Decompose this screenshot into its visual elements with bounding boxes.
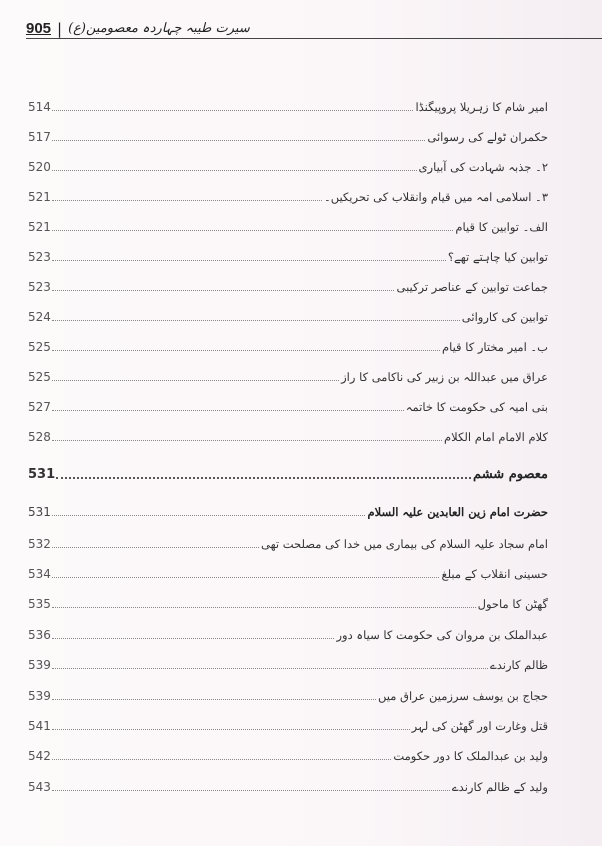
toc-page-number: 543: [28, 780, 51, 794]
book-title: سیرت طیبہ چہاردہ معصومین(ع): [68, 21, 250, 36]
dot-leader: [52, 513, 366, 516]
dot-leader: [52, 545, 259, 548]
dot-leader: [52, 228, 453, 231]
toc-page-number: 517: [28, 130, 51, 144]
toc-entry-title: حضرت امام زین العابدین علیہ السلام: [367, 505, 548, 519]
toc-entry[interactable]: [28, 276, 548, 294]
toc-entry[interactable]: [28, 156, 548, 174]
toc-entry-title: عبدالملک بن مروان کی حکومت کا سیاہ دور: [336, 628, 548, 642]
toc-page-number: 535: [28, 597, 51, 611]
toc-entry[interactable]: [28, 336, 548, 354]
toc-entry[interactable]: [28, 216, 548, 234]
toc-entry[interactable]: [28, 246, 548, 264]
toc-entry[interactable]: [28, 745, 548, 763]
toc-section-heading[interactable]: [28, 464, 548, 482]
toc-entry-title: ولید بن عبدالملک کا دور حکومت: [393, 749, 548, 763]
toc-entry-title: جماعت توابین کے عناصر ترکیبی: [396, 280, 548, 294]
dot-leader: [52, 138, 425, 141]
dot-leader: [52, 168, 417, 171]
toc-entry[interactable]: [28, 426, 548, 444]
toc-page-number: 539: [28, 689, 51, 703]
toc-entry-title: حسینی انقلاب کے مبلغ: [441, 567, 548, 581]
toc-entry[interactable]: [28, 186, 548, 204]
toc-entry-title: گھٹن کا ماحول: [477, 597, 548, 611]
toc-entry[interactable]: [28, 593, 548, 611]
dot-leader: [52, 348, 440, 351]
toc-entry[interactable]: [28, 366, 548, 384]
dot-leader: [52, 697, 376, 700]
toc-page-number: 542: [28, 749, 51, 763]
toc-entry-title: امام سجاد علیہ السلام کی بیماری میں خدا کی مصلحت تھی: [260, 537, 548, 551]
header-separator: |: [57, 20, 63, 38]
toc-entry-title: ۲۔ جذبہ شہادت کی آبیاری: [418, 160, 548, 174]
toc-entry[interactable]: [28, 563, 548, 581]
toc-page-number: 525: [28, 370, 51, 384]
toc-entry-title: توابین کیا چاہتے تھے؟: [447, 250, 548, 264]
toc-page-number: 527: [28, 400, 51, 414]
toc-page-number: 541: [28, 719, 51, 733]
dot-leader: [52, 727, 410, 730]
toc-entry[interactable]: [28, 654, 548, 672]
toc-entry[interactable]: [28, 715, 548, 733]
dot-leader: [52, 198, 322, 201]
dot-leader: [52, 666, 488, 669]
toc-page-number: 531: [28, 467, 56, 482]
toc-entry-title: عراق میں عبداللہ بن زبیر کی ناکامی کا راز: [341, 370, 548, 384]
toc-entry[interactable]: [28, 776, 548, 794]
toc-entry-title: بنی امیہ کی حکومت کا خاتمہ: [405, 400, 548, 414]
toc-page-number: 523: [28, 280, 51, 294]
toc-page-number: 514: [28, 100, 51, 114]
toc-entry[interactable]: [28, 624, 548, 642]
toc-page-number: 539: [28, 658, 51, 672]
toc-page-number: 528: [28, 430, 51, 444]
dot-leader: [52, 318, 460, 321]
toc-entry-title: معصوم ششم: [473, 467, 548, 482]
toc-page-number: 521: [28, 190, 51, 204]
dot-leader: [52, 258, 446, 261]
toc-page-number: 534: [28, 567, 51, 581]
page-number: 905: [26, 20, 52, 37]
toc-entry-title: حکمران ٹولے کی رسوائی: [427, 130, 548, 144]
dot-leader: [52, 438, 442, 441]
toc-page-number: 524: [28, 310, 51, 324]
toc-page-number: 532: [28, 537, 51, 551]
toc-entry-title: ۳۔ اسلامی امہ میں قیام وانقلاب کی تحریکیں۔: [323, 190, 548, 204]
dot-leader: [52, 108, 414, 111]
toc-entry-title: حجاج بن یوسف سرزمین عراق میں: [377, 689, 548, 703]
toc-entry-title: ولید کے ظالم کارندے: [451, 780, 548, 794]
toc-entry-title: الف۔ توابین کا قیام: [455, 220, 548, 234]
toc-entry-title: امیر شام کا زہریلا پروپیگنڈا: [415, 100, 548, 114]
toc-entry-title: ب۔ امیر مختار کا قیام: [441, 340, 548, 354]
toc-page-number: 536: [28, 628, 51, 642]
dot-leader: [52, 288, 395, 291]
toc-entry[interactable]: [28, 396, 548, 414]
toc-page-number: 531: [28, 505, 51, 519]
dot-leader: [52, 636, 335, 639]
toc-subsection-heading[interactable]: [28, 501, 548, 519]
dot-leader: [52, 757, 391, 760]
toc-entry[interactable]: [28, 126, 548, 144]
toc-entry[interactable]: [28, 306, 548, 324]
page-header: [26, 16, 602, 39]
toc-page-number: 523: [28, 250, 51, 264]
dot-leader: [52, 788, 450, 791]
toc-entry-title: قتل وغارت اور گھٹن کی لہر: [411, 719, 548, 733]
toc-entry[interactable]: [28, 685, 548, 703]
toc-page-number: 521: [28, 220, 51, 234]
toc-entry-title: ظالم کارندے: [490, 658, 548, 672]
toc-page-number: 520: [28, 160, 51, 174]
dot-leader: [52, 408, 404, 411]
dot-leader: [52, 605, 476, 608]
toc-entry[interactable]: [28, 96, 548, 114]
toc-entry[interactable]: [28, 533, 548, 551]
dot-leader: [56, 475, 471, 479]
dot-leader: [52, 575, 440, 578]
toc-page-number: 525: [28, 340, 51, 354]
dot-leader: [52, 378, 339, 381]
toc-entry-title: کلام الامام امام الکلام: [444, 430, 548, 444]
toc-entry-title: توابین کی کاروائی: [461, 310, 548, 324]
